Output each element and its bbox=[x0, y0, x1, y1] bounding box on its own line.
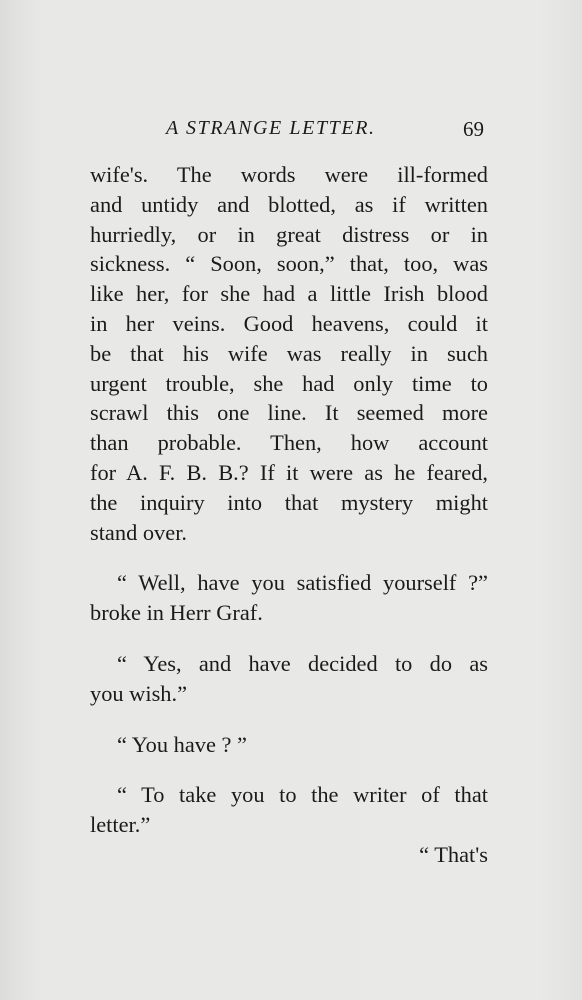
text-line: the inquiry into that mystery might bbox=[90, 489, 488, 515]
text-line: and untidy and blotted, as if written bbox=[90, 191, 488, 217]
paragraph bbox=[90, 780, 488, 840]
text-line: wife's. The words were ill-formed bbox=[90, 162, 488, 187]
text-line: stand over. bbox=[90, 519, 188, 545]
text-line: be that his wife was really in such bbox=[90, 340, 488, 366]
text-line: “ Yes, and have decided to do as bbox=[117, 650, 488, 676]
paragraph bbox=[90, 568, 488, 628]
text-line: broke in Herr Graf. bbox=[90, 600, 263, 626]
text-line: like her, for she had a little Irish blood bbox=[90, 281, 488, 307]
text-line: for A. F. B. B.? If it were as he feared, bbox=[90, 459, 488, 485]
paragraph-gap bbox=[90, 547, 488, 568]
paragraph-gap bbox=[90, 628, 488, 649]
paragraph-gap bbox=[90, 709, 488, 730]
paragraph bbox=[90, 160, 488, 547]
text-line: letter.” bbox=[90, 812, 151, 838]
text-line: than probable. Then, how account bbox=[90, 430, 488, 456]
running-title: A STRANGE LETTER. bbox=[166, 117, 376, 139]
text-line: “ To take you to the writer of that bbox=[117, 782, 488, 808]
text-line: sickness. “ Soon, soon,” that, too, was bbox=[90, 251, 488, 277]
text-line: in her veins. Good heavens, could it bbox=[90, 310, 488, 336]
text-line: you wish.” bbox=[90, 680, 188, 706]
paragraph bbox=[90, 649, 488, 709]
text-line: urgent trouble, she had only time to bbox=[90, 370, 488, 396]
text-line: “ You have ? ” bbox=[117, 731, 247, 757]
text-line: hurriedly, or in great distress or in bbox=[90, 221, 488, 247]
page-header bbox=[0, 113, 582, 143]
text-line: scrawl this one line. It seemed more bbox=[90, 400, 488, 426]
page-number: 69 bbox=[463, 117, 484, 141]
paragraph-gap bbox=[90, 759, 488, 780]
body-text bbox=[90, 160, 488, 870]
catchword: “ That's bbox=[419, 841, 488, 867]
text-line: “ Well, have you satisfied yourself ?” bbox=[117, 570, 488, 596]
paragraph bbox=[90, 730, 488, 760]
